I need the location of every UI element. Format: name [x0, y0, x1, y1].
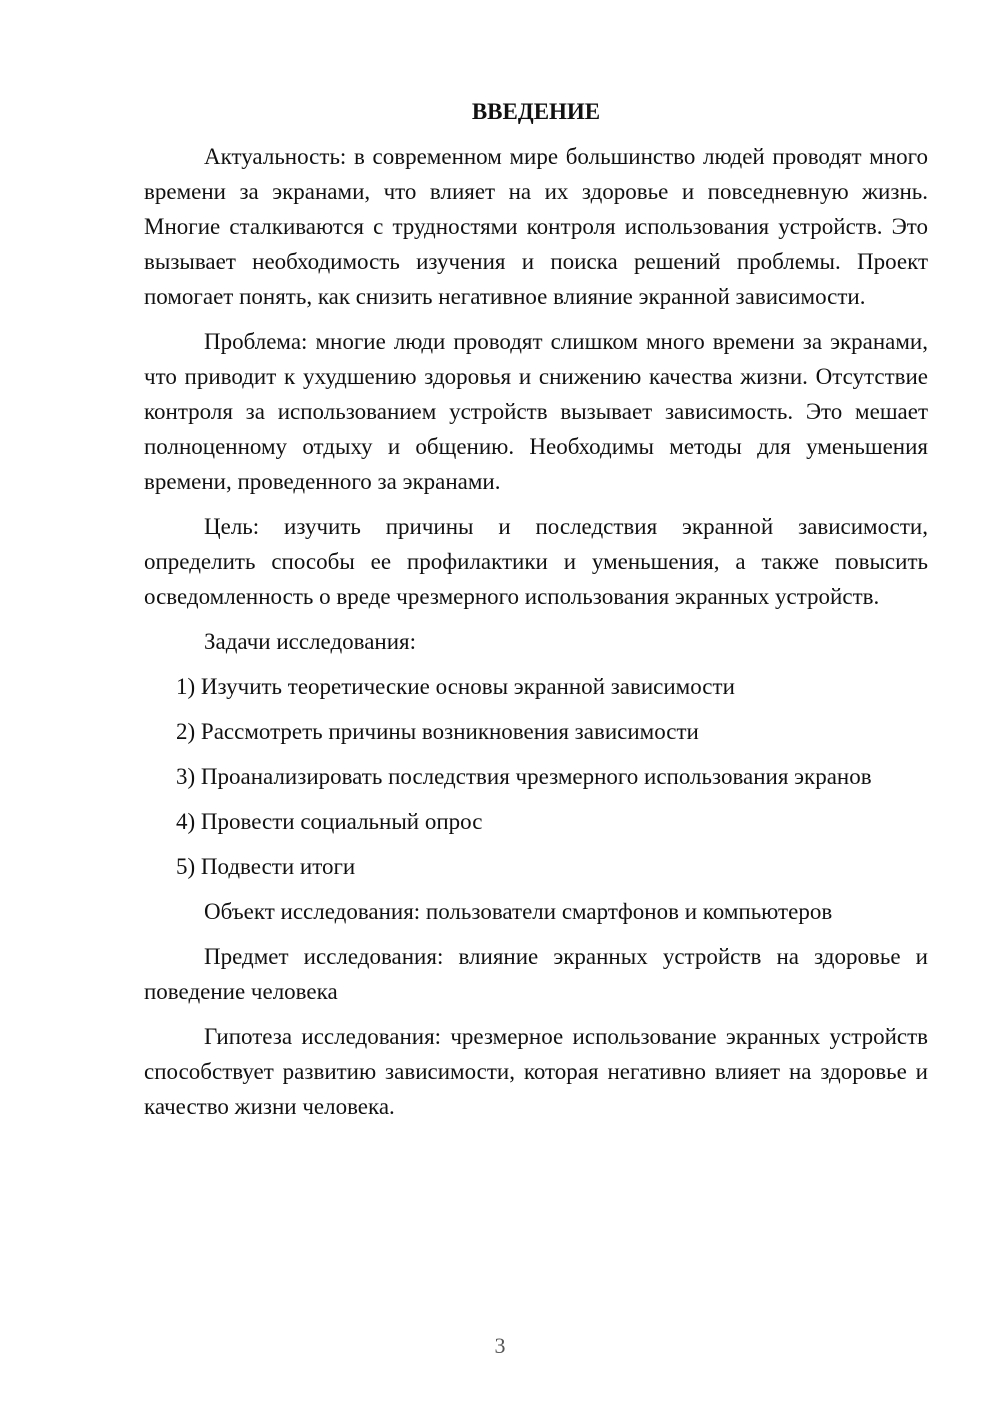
object-paragraph: Объект исследования: пользователи смартфонов и компьютеров — [204, 899, 833, 924]
hypothesis-paragraph: Гипотеза исследования: чрезмерное использование экранных устройств способствует развитию зависимости, которая негативно влияет на здоровье и качество жизни человека. — [144, 1024, 928, 1119]
problem-paragraph: Проблема: многие люди проводят слишком много времени за экранами, что приводит к ухудшению здоровья и снижению качества жизни. Отсутствие контроля за использованием устройств вызывает зависимость. Это мешает полноценному отдыху и общению. Необходимы методы для уменьшения времени, проведенного за экранами. — [144, 329, 928, 494]
document-body — [144, 94, 928, 1134]
list-item: 3) Проанализировать последствия чрезмерного использования экранов — [176, 764, 872, 789]
tasks-heading: Задачи исследования: — [204, 629, 417, 654]
list-item: 4) Провести социальный опрос — [176, 809, 483, 834]
page-number: 3 — [494, 1333, 506, 1358]
list-item: 5) Подвести итоги — [176, 854, 356, 879]
page-title: ВВЕДЕНИЕ — [471, 99, 601, 124]
list-item: 2) Рассмотреть причины возникновения зависимости — [176, 719, 699, 744]
list-item: 1) Изучить теоретические основы экранной зависимости — [176, 674, 735, 699]
goal-paragraph: Цель: изучить причины и последствия экранной зависимости, определить способы ее профилактики и уменьшения, а также повысить осведомленность о вреде чрезмерного использования экранных устройств. — [144, 514, 928, 609]
relevance-paragraph: Актуальность: в современном мире большинство людей проводят много времени за экранами, что влияет на их здоровье и повседневную жизнь. Многие сталкиваются с трудностями контроля использования устройств. Это вызывает необходимость изучения и поиска решений проблемы. Проект помогает понять, как снизить негативное влияние экранной зависимости. — [144, 144, 928, 309]
subject-paragraph: Предмет исследования: влияние экранных устройств на здоровье и поведение человека — [144, 944, 928, 1004]
tasks-list — [144, 669, 928, 884]
